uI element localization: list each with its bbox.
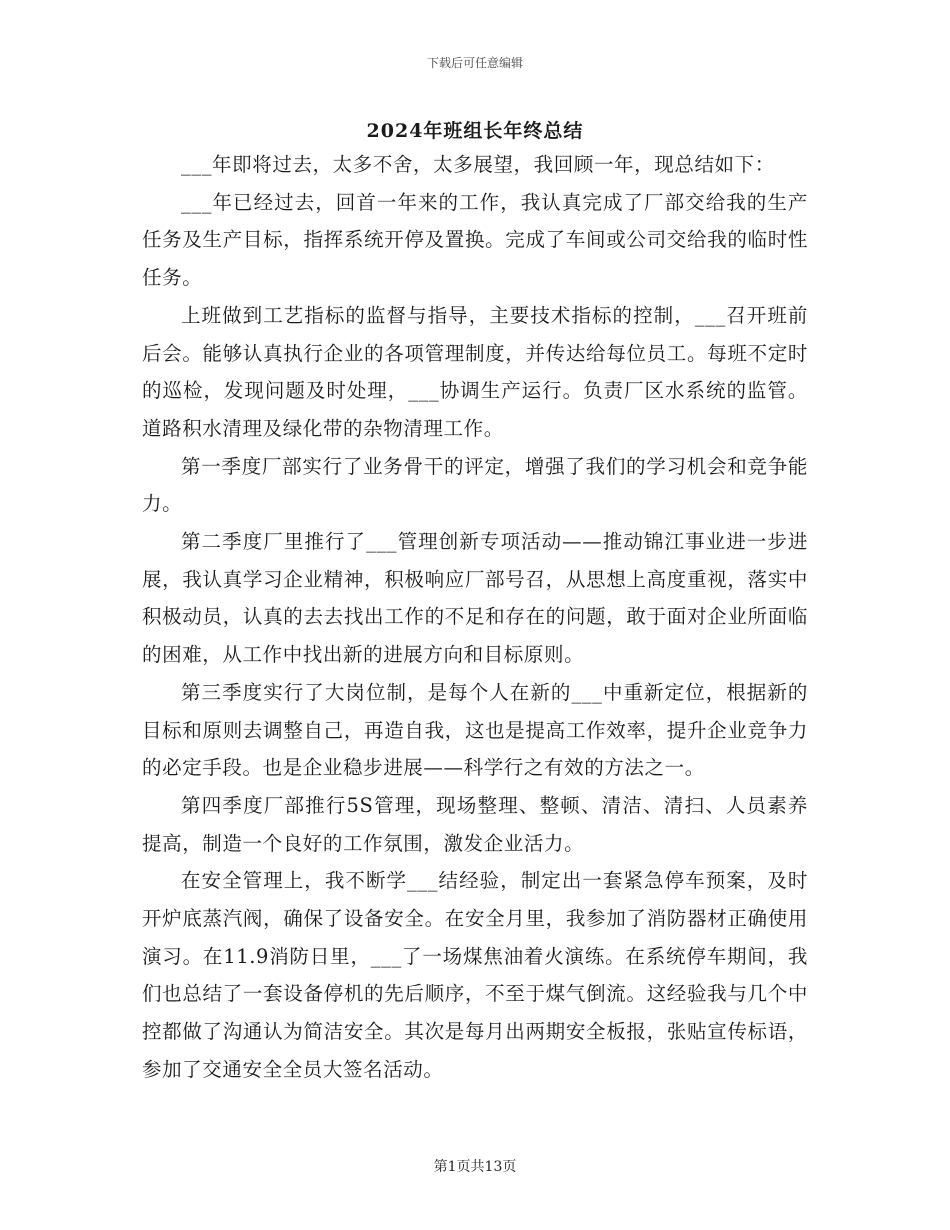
page-number: 第1页共13页 <box>433 1159 517 1175</box>
document-body <box>142 146 808 1089</box>
paragraph: 第三季度实行了大岗位制，是每个人在新的___中重新定位，根据新的目标和原则去调整自己，再造自我，这也是提高工作效率，提升企业竞争力的必定手段。也是企业稳步进展——科学行之有效的方法之一。 <box>142 680 808 780</box>
paragraph: ___年已经过去，回首一年来的工作，我认真完成了厂部交给我的生产任务及生产目标，指挥系统开停及置换。完成了车间或公司交给我的临时性任务。 <box>142 190 808 290</box>
document-title: 2024年班组长年终总结 <box>366 120 584 142</box>
page-header-note: 下载后可任意编辑 <box>426 56 523 70</box>
paragraph: 第四季度厂部推行5S管理，现场整理、整顿、清洁、清扫、人员素养提高，制造一个良好的工作氛围，激发企业活力。 <box>142 793 808 855</box>
paragraph: 第一季度厂部实行了业务骨干的评定，增强了我们的学习机会和竞争能力。 <box>142 454 808 516</box>
paragraph: ___年即将过去，太多不舍，太多展望，我回顾一年，现总结如下： <box>181 153 775 176</box>
paragraph: 上班做到工艺指标的监督与指导，主要技术指标的控制，___召开班前后会。能够认真执行企业的各项管理制度，并传达给每位员工。每班不定时的巡检，发现问题及时处理，___协调生产运行。负责厂区水系统的监管。道路积水清理及绿化带的杂物清理工作。 <box>142 303 808 440</box>
paragraph: 在安全管理上，我不断学___结经验，制定出一套紧急停车预案，及时开炉底蒸汽阀，确保了设备安全。在安全月里，我参加了消防器材正确使用演习。在11.9消防日里，___了一场煤焦油着火演练。在系统停车期间，我们也总结了一套设备停机的先后顺序，不至于煤气倒流。这经验我与几个中控都做了沟通认为简洁安全。其次是每月出两期安全板报，张贴宣传标语，参加了交通安全全员大签名活动。 <box>142 869 808 1081</box>
paragraph: 第二季度厂里推行了___管理创新专项活动——推动锦江事业进一步进展，我认真学习企业精神，积极响应厂部号召，从思想上高度重视，落实中积极动员，认真的去去找出工作的不足和存在的问题，敢于面对企业所面临的困难，从工作中找出新的进展方向和目标原则。 <box>142 530 808 667</box>
